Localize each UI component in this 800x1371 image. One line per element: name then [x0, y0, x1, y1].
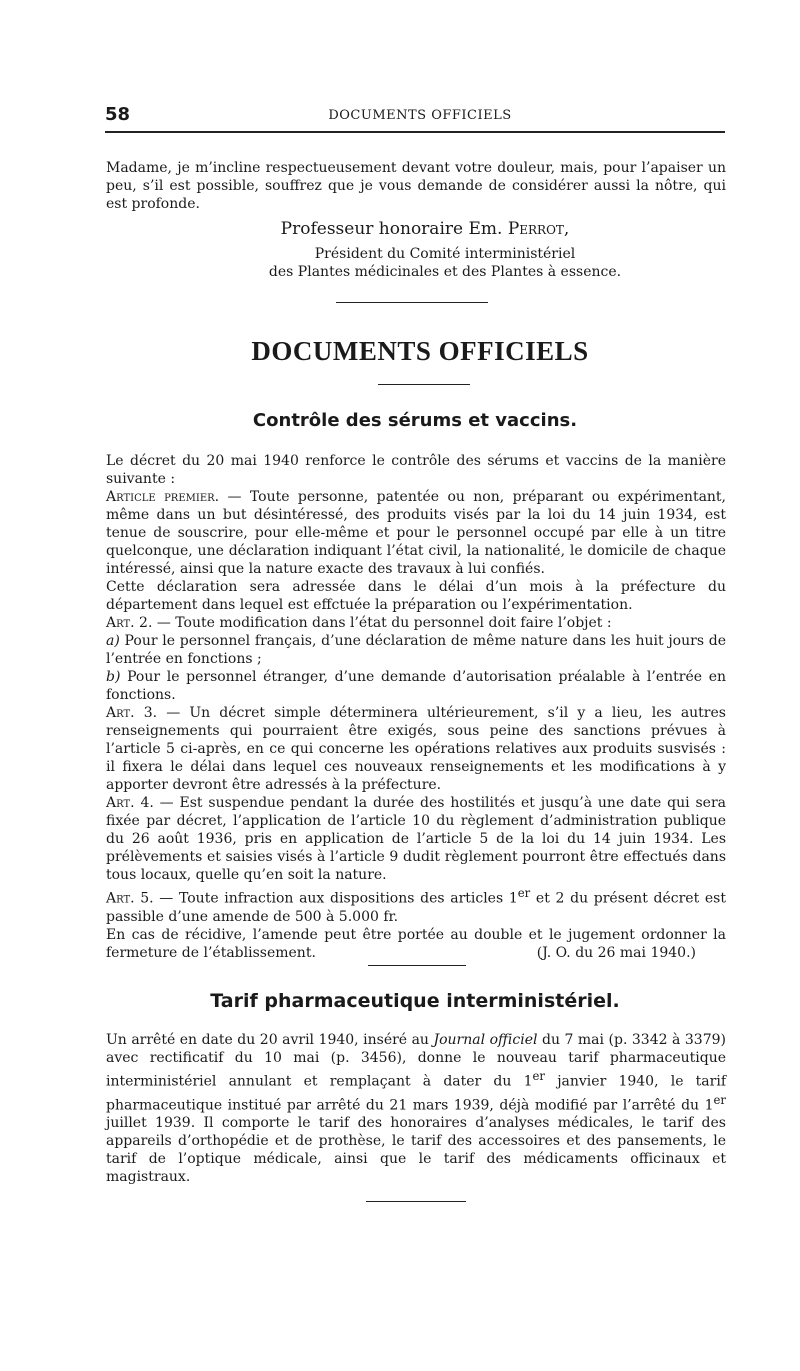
signature — [0, 219, 800, 239]
section-title-tarif: Tarif pharmaceutique interministériel. — [210, 990, 620, 1012]
end-rule — [366, 1201, 466, 1202]
intro-text: Le décret du 20 mai 1940 renforce le contrôle des sérums et vaccins de la manière suivante : — [106, 453, 726, 487]
page-header — [105, 104, 725, 130]
article-label: Art. 3. — [106, 705, 158, 721]
signature-prefix: Professeur honoraire Em. — [280, 219, 503, 239]
section-title-serums: Contrôle des sérums et vaccins. — [252, 410, 578, 431]
superscript: er — [532, 1069, 545, 1083]
superscript: er — [517, 886, 531, 900]
signature-name: Perrot, — [507, 219, 570, 239]
letter-closing-text: Madame, je m’incline respectueusement devant votre douleur, mais, pour l’apaiser un peu, s’il est possible, souffrez que je vous demande de considérer aussi la nôtre, qui est profonde. — [106, 160, 726, 212]
article-text: — Toute personne, patentée ou non, préparant ou expérimentant, même dans un but désintéressé, des produits visés par la loi du 14 juin 1934, est tenue de souscrire, pour elle-même et pour le personnel occupé par elle à un titre quelconque, une déclaration indiquant l’état civil, la nationalité, le domicile de chaque intéressé, ainsi que la nature exacte des travaux à lui confiés. — [106, 489, 727, 577]
main-title: DOCUMENTS OFFICIELS — [251, 336, 589, 366]
item-text: Pour le personnel étranger, d’une demande d’autorisation préalable à l’entrée en fonctions. — [106, 669, 726, 703]
title-rule — [378, 384, 470, 385]
article-text: — Un décret simple déterminera ultérieurement, s’il y a lieu, les autres renseignements qui pourraient être exigés, sous peine des sanctions prévues à l’article 5 ci-après, en ce qui concerne les opérations relatives aux produits susvisés : il fixera le délai dans lequel ces nouveaux renseignements et les modifications à y apporter devront être adressés à la préfecture. — [106, 705, 726, 793]
section-serums-body — [106, 452, 726, 962]
header-rule — [105, 131, 725, 133]
superscript: er — [713, 1092, 726, 1107]
signature-title-2: des Plantes médicinales et des Plantes à essence. — [268, 264, 622, 280]
article-text: — Toute modification dans l’état du personnel doit faire l’objet : — [152, 615, 612, 631]
section-tarif-body — [106, 1031, 726, 1186]
page-number: 58 — [105, 104, 131, 125]
letter-closing — [106, 159, 726, 213]
intro-paragraph — [106, 452, 726, 488]
article-2-a — [106, 632, 726, 668]
item-label: b) — [106, 669, 121, 685]
tarif-paragraph — [106, 1031, 726, 1186]
article-2-b — [106, 668, 726, 704]
paragraph-text: du 7 mai (p. 3342 à 3379) avec rectificatif du 10 mai (p. 3456), donne le nouveau tarif pharmaceutique interministériel annulant et remplaçant à dater du 1 — [106, 1032, 726, 1090]
article-text: — Est suspendue pendant la durée des hostilités et jusqu’à une date qui sera fixée par décret, l’application de l’article 10 du règlement d’administration publique du 26 août 1936, pris en application de l’article 5 de la loi du 14 juin 1934. Les prélèvements et saisies visés à l’article 9 dudit règlement pourront être effectués dans tous locaux, quelle qu’en soit la nature. — [106, 795, 726, 883]
article-text: — Toute infraction aux dispositions des articles 1 — [153, 890, 518, 907]
recidive-paragraph — [106, 926, 726, 962]
paragraph-text: janvier 1940, le tarif pharmaceutique institué par arrêté du 21 mars 1939, déjà modifié par l’arrêté du 1 — [106, 1073, 727, 1114]
article-text: et 2 du présent décret est passible d’une amende de 500 à 5.000 fr. — [106, 890, 726, 925]
article-label: Art. 5. — [106, 890, 154, 907]
article-2 — [106, 614, 726, 632]
item-label: a) — [106, 633, 120, 649]
article-3 — [106, 704, 726, 794]
journal-title: Journal officiel — [433, 1032, 538, 1048]
separator-rule — [368, 965, 466, 966]
article-1-continued — [106, 578, 726, 614]
paragraph-text: Un arrêté en date du 20 avril 1940, inséré au — [106, 1032, 434, 1048]
running-title: DOCUMENTS OFFICIELS — [328, 108, 512, 123]
paragraph-text: juillet 1939. Il comporte le tarif des honoraires d’analyses médicales, le tarif des appareils d’orthopédie et de prothèse, le tarif des accessoires et des pansements, le tarif de l’optique médicale, ainsi que le tarif des médicaments officinaux et magistraux. — [106, 1115, 726, 1186]
source-citation: (J. O. du 26 mai 1940.) — [536, 944, 696, 961]
article-4 — [106, 794, 726, 884]
article-1 — [106, 488, 726, 578]
recidive-text: En cas de récidive, l’amende peut être portée au double et le jugement ordonner la fermeture de l’établissement. — [106, 926, 726, 961]
article-label: Art. 2. — [106, 615, 153, 631]
separator-rule — [336, 302, 488, 303]
article-label: Article premier. — [106, 489, 220, 505]
article-label: Art. 4. — [106, 795, 154, 811]
signature-title-1: Président du Comité interministériel — [314, 246, 576, 262]
article-5 — [106, 884, 726, 926]
item-text: Pour le personnel français, d’une déclaration de même nature dans les huit jours de l’entrée en fonctions ; — [106, 633, 726, 667]
article-text: Cette déclaration sera adressée dans le délai d’un mois à la préfecture du département dans lequel est effctuée la préparation ou l’expérimentation. — [106, 579, 726, 613]
